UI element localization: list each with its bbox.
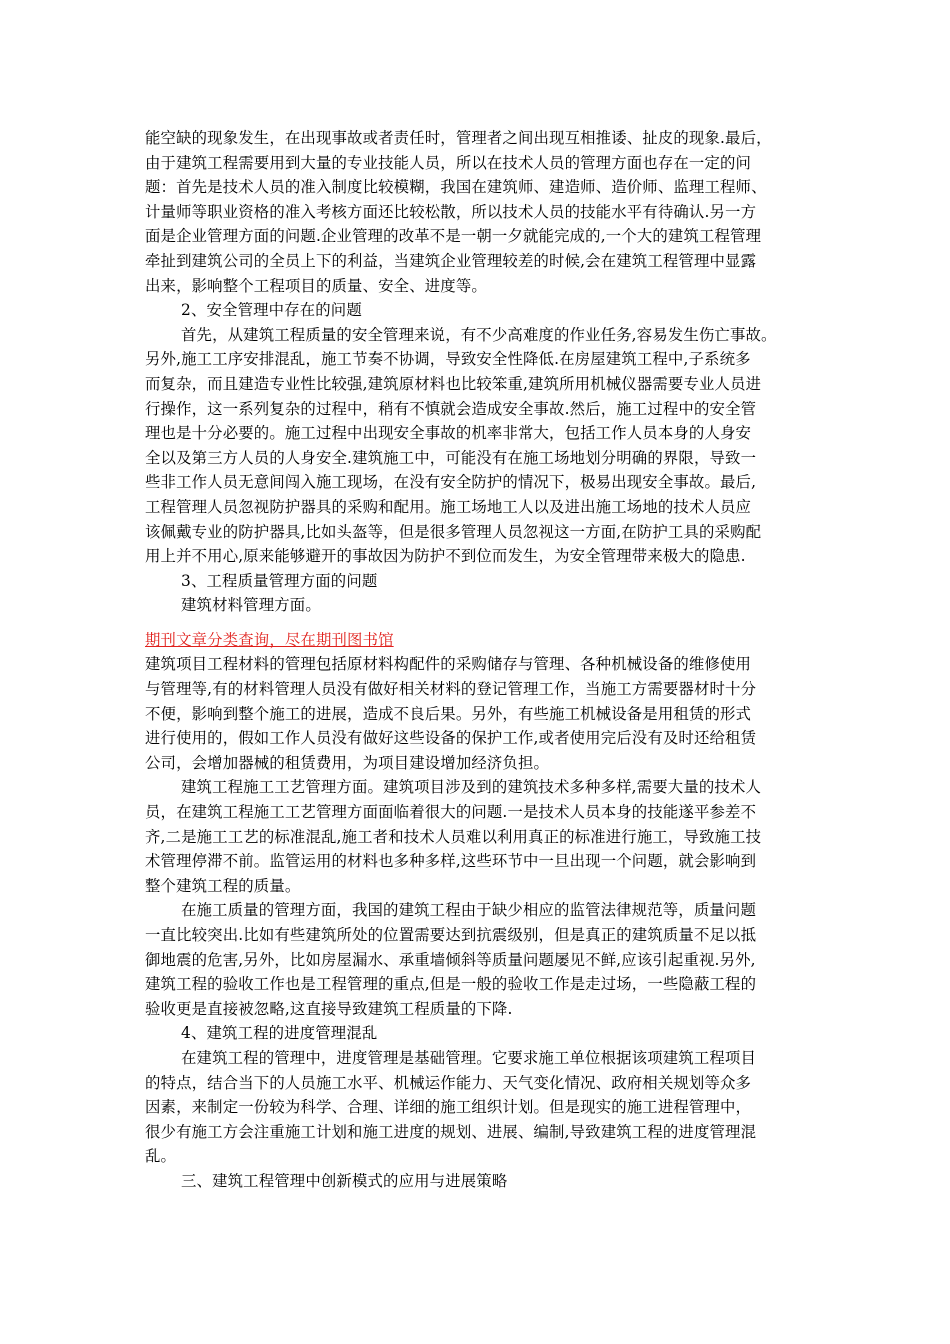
subheading-materials-management: 建筑材料管理方面。 [181,596,321,615]
text-line: 建筑工程的验收工作也是工程管理的重点,但是一般的验收工作是走过场，一些隐蔽工程的 [145,975,757,994]
text-line: 与管理等,有的材料管理人员没有做好相关材料的登记管理工作，当施工方需要器材时十分 [145,680,757,699]
text-line: 验收更是直接被忽略,这直接导致建筑工程质量的下降. [145,999,513,1018]
text-line: 公司，会增加器械的租赁费用，为项目建设增加经济负担。 [145,753,550,772]
text-line: 计量师等职业资格的准入考核方面还比较松散，所以技术人员的技能水平有待确认.另一方 [145,202,757,221]
text-line: 员，在建筑工程施工工艺管理方面面临着很大的问题.一是技术人员本身的技能遂平参差不 [145,803,757,822]
paragraph-schedule-management [145,1046,810,1169]
text-line: 能空缺的现象发生，在出现事故或者责任时，管理者之间出现互相推诿、扯皮的现象.最后， [145,129,772,147]
text-line: 由于建筑工程需要用到大量的专业技能人员，所以在技术人员的管理方面也存在一定的问 [145,153,752,172]
paragraph-safety-management [145,323,810,569]
text-line: 面是企业管理方面的问题.企业管理的改革不是一朝一夕就能完成的,一个大的建筑工程管理 [145,227,762,246]
text-line: 建筑工程施工工艺管理方面。建筑项目涉及到的建筑技术多种多样,需要大量的技术人 [181,778,762,797]
heading-safety-management: 2、安全管理中存在的问题 [181,301,362,320]
text-line: 一直比较突出.比如有些建筑所处的位置需要达到抗震级别，但是真正的建筑质量不足以抵 [145,926,757,944]
text-line: 术管理停滞不前。监管运用的材料也多种多样,这些环节中一旦出现一个问题，就会影响到 [145,852,757,871]
paragraph-materials [145,652,810,775]
text-line: 行操作，这一系列复杂的过程中，稍有不慎就会造成安全事故.然后，施工过程中的安全管 [145,399,757,418]
text-line: 很少有施工方会注重施工计划和施工进度的规划、进展、编制,导致建筑工程的进度管理混 [145,1122,757,1141]
text-line: 的特点，结合当下的人员施工水平、机械运作能力、天气变化情况、政府相关规划等众多 [145,1073,752,1092]
text-line: 因素，来制定一份较为科学、合理、详细的施工组织计划。但是现实的施工进程管理中， [145,1098,752,1117]
text-line: 不便，影响到整个施工的进展，造成不良后果。另外，有些施工机械设备是用租赁的形式 [145,704,752,723]
journal-link-line [145,628,810,653]
text-line: 另外,施工工序安排混乱，施工节奏不协调，导致安全性降低.在房屋建筑工程中,子系统多 [145,350,751,369]
text-line: 在施工质量的管理方面，我国的建筑工程由于缺少相应的监管法律规范等，质量问题 [181,901,757,920]
text-line: 全以及第三方人员的人身安全.建筑施工中，可能没有在施工场地划分明确的界限，导致一 [145,448,757,467]
text-line: 题：首先是技术人员的准入制度比较模糊，我国在建筑师、建造师、造价师、监理工程师、 [145,178,767,197]
text-line: 进行使用的，假如工作人员没有做好这些设备的保护工作,或者使用完后没有及时还给租赁 [145,729,757,748]
text-line: 而复杂，而且建造专业性比较强,建筑原材料也比较笨重,建筑所用机械仪器需要专业人员进 [145,374,762,393]
heading-schedule-management: 4、建筑工程的进度管理混乱 [181,1024,378,1043]
text-line: 在建筑工程的管理中，进度管理是基础管理。它要求施工单位根据该项建筑工程项目 [181,1048,757,1067]
text-line: 首先，从建筑工程质量的安全管理来说，有不少高难度的作业任务,容易发生伤亡事故。 [181,325,777,344]
text-line: 些非工作人员无意间闯入施工现场，在没有安全防护的情况下，极易出现安全事故。最后, [145,473,757,492]
spacer [145,618,810,628]
paragraph-construction-quality [145,898,810,1021]
journal-library-link[interactable]: 期刊文章分类查询，尽在期刊图书馆 [145,630,394,649]
text-line: 用上并不用心,原来能够避开的事故因为防护不到位而发生，为安全管理带来极大的隐患. [145,547,746,566]
text-line: 理也是十分必要的。施工过程中出现安全事故的机率非常大，包括工作人员本身的人身安 [145,424,752,443]
section-heading-innovation: 三、建筑工程管理中创新模式的应用与进展策略 [181,1171,508,1190]
text-line: 建筑项目工程材料的管理包括原材料构配件的采购储存与管理、各种机械设备的维修使用 [145,655,752,674]
text-line: 工程管理人员忽视防护器具的采购和配用。施工场地工人以及进出施工场地的技术人员应 [145,497,752,516]
paragraph-tech-staff-management [145,126,810,298]
text-line: 出来，影响整个工程项目的质量、安全、进度等。 [145,276,487,295]
heading-quality-management: 3、工程质量管理方面的问题 [181,571,378,590]
paragraph-construction-process [145,775,810,898]
text-line: 整个建筑工程的质量。 [145,876,301,895]
text-line: 牵扯到建筑公司的全员上下的利益，当建筑企业管理较差的时候,会在建筑工程管理中显露 [145,251,757,270]
text-line: 乱。 [145,1147,177,1166]
text-line: 该佩戴专业的防护器具,比如头盔等，但是很多管理人员忽视这一方面,在防护工具的采购配 [145,522,762,541]
document-page [145,126,810,1194]
text-line: 御地震的危害,另外，比如房屋漏水、承重墙倾斜等质量问题屡见不鲜,应该引起重视.另外, [145,950,756,969]
text-line: 齐,二是施工工艺的标准混乱,施工者和技术人员难以利用真正的标准进行施工，导致施工技 [145,827,762,846]
